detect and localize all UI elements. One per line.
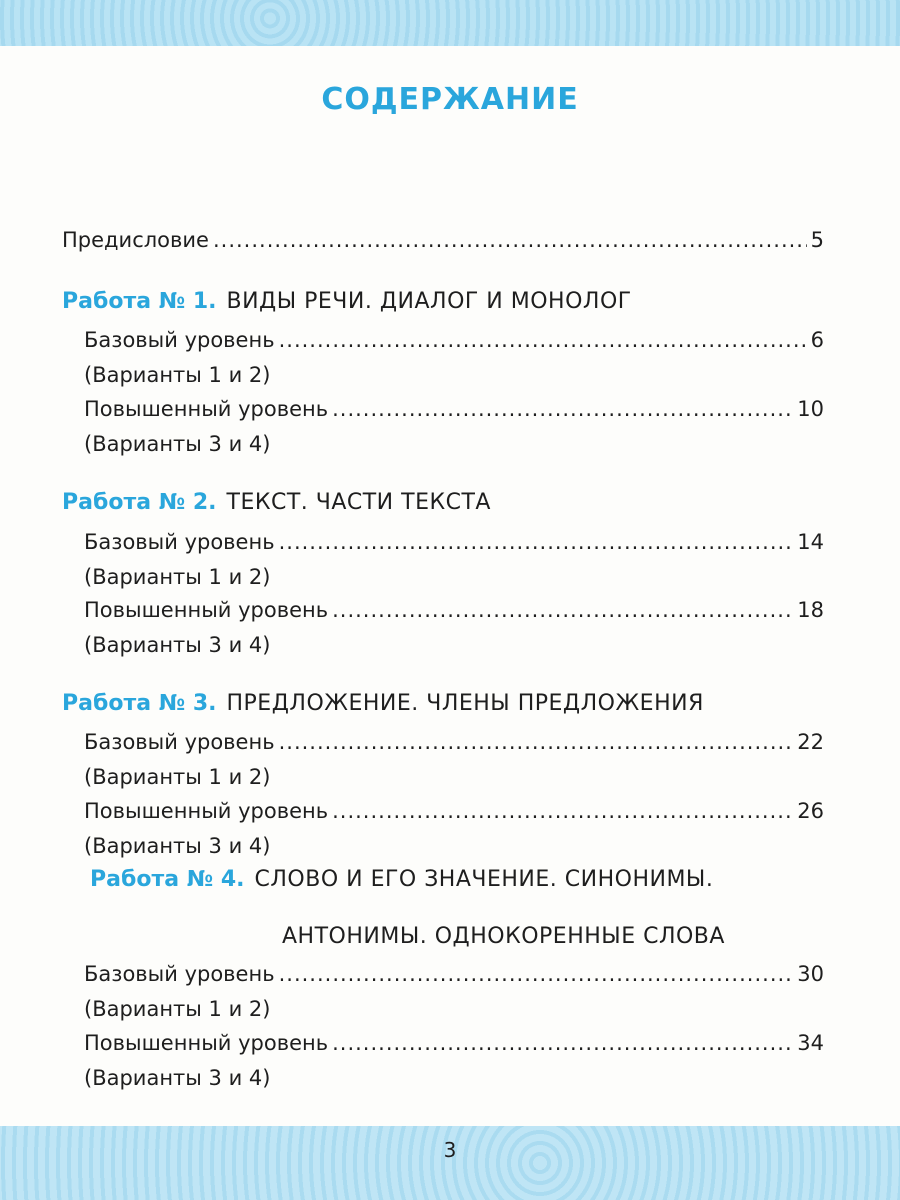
work-4-heading	[90, 867, 713, 892]
entry-label: Базовый уровень	[84, 328, 275, 352]
entry-page: 5	[810, 228, 824, 252]
dot-leader	[279, 328, 807, 352]
dot-leader	[279, 962, 794, 986]
variants-note: (Варианты 1 и 2)	[84, 565, 271, 589]
work-4-heading-line2	[282, 924, 725, 949]
toc-entry-preface[interactable]	[62, 228, 824, 252]
toc-entry-work-3-basic[interactable]	[84, 730, 824, 754]
dot-leader	[279, 730, 794, 754]
page-title: СОДЕРЖАНИЕ	[321, 82, 579, 117]
variants-note: (Варианты 1 и 2)	[84, 363, 271, 387]
toc-entry-work-4-advanced[interactable]	[84, 1031, 824, 1055]
entry-label: Базовый уровень	[84, 530, 275, 554]
variants-note: (Варианты 3 и 4)	[84, 633, 271, 657]
variants-note: (Варианты 3 и 4)	[84, 432, 271, 456]
work-3-heading	[62, 691, 704, 716]
variants-note: (Варианты 3 и 4)	[84, 834, 271, 858]
entry-page: 14	[797, 530, 824, 554]
work-label: Работа № 1.	[62, 289, 217, 314]
dot-leader	[332, 799, 793, 823]
toc-entry-work-1-advanced[interactable]	[84, 397, 824, 421]
variants-note: (Варианты 1 и 2)	[84, 765, 271, 789]
work-label: Работа № 4.	[90, 867, 245, 892]
dot-leader	[213, 228, 807, 252]
entry-page: 30	[797, 962, 824, 986]
dot-leader	[332, 598, 793, 622]
toc-entry-work-2-basic[interactable]	[84, 530, 824, 554]
entry-page: 6	[810, 328, 824, 352]
dot-leader	[332, 397, 793, 421]
entry-label: Повышенный уровень	[84, 799, 329, 823]
variants-note: (Варианты 3 и 4)	[84, 1066, 271, 1090]
toc-entry-work-4-basic[interactable]	[84, 962, 824, 986]
work-title: ВИДЫ РЕЧИ. ДИАЛОГ И МОНОЛОГ	[226, 289, 632, 314]
work-title: ТЕКСТ. ЧАСТИ ТЕКСТА	[226, 490, 491, 515]
dot-leader	[279, 530, 794, 554]
variants-note: (Варианты 1 и 2)	[84, 997, 271, 1021]
entry-page: 10	[797, 397, 824, 421]
work-title-continued: АНТОНИМЫ. ОДНОКОРЕННЫЕ СЛОВА	[282, 924, 725, 949]
entry-label: Базовый уровень	[84, 962, 275, 986]
toc-entry-work-3-advanced[interactable]	[84, 799, 824, 823]
page-number: 3	[443, 1138, 457, 1162]
entry-page: 26	[797, 799, 824, 823]
entry-page: 34	[797, 1031, 824, 1055]
entry-page: 18	[797, 598, 824, 622]
work-title: ПРЕДЛОЖЕНИЕ. ЧЛЕНЫ ПРЕДЛОЖЕНИЯ	[226, 691, 704, 716]
work-2-heading	[62, 490, 491, 515]
decorative-lace-band-top	[0, 0, 900, 46]
work-1-heading	[62, 289, 632, 314]
entry-label: Базовый уровень	[84, 730, 275, 754]
entry-label: Предисловие	[62, 228, 209, 252]
work-title: СЛОВО И ЕГО ЗНАЧЕНИЕ. СИНОНИМЫ.	[254, 867, 714, 892]
work-label: Работа № 3.	[62, 691, 217, 716]
dot-leader	[332, 1031, 793, 1055]
entry-label: Повышенный уровень	[84, 397, 329, 421]
work-label: Работа № 2.	[62, 490, 217, 515]
toc-entry-work-1-basic[interactable]	[84, 328, 824, 352]
toc-entry-work-2-advanced[interactable]	[84, 598, 824, 622]
entry-page: 22	[797, 730, 824, 754]
entry-label: Повышенный уровень	[84, 1031, 329, 1055]
entry-label: Повышенный уровень	[84, 598, 329, 622]
